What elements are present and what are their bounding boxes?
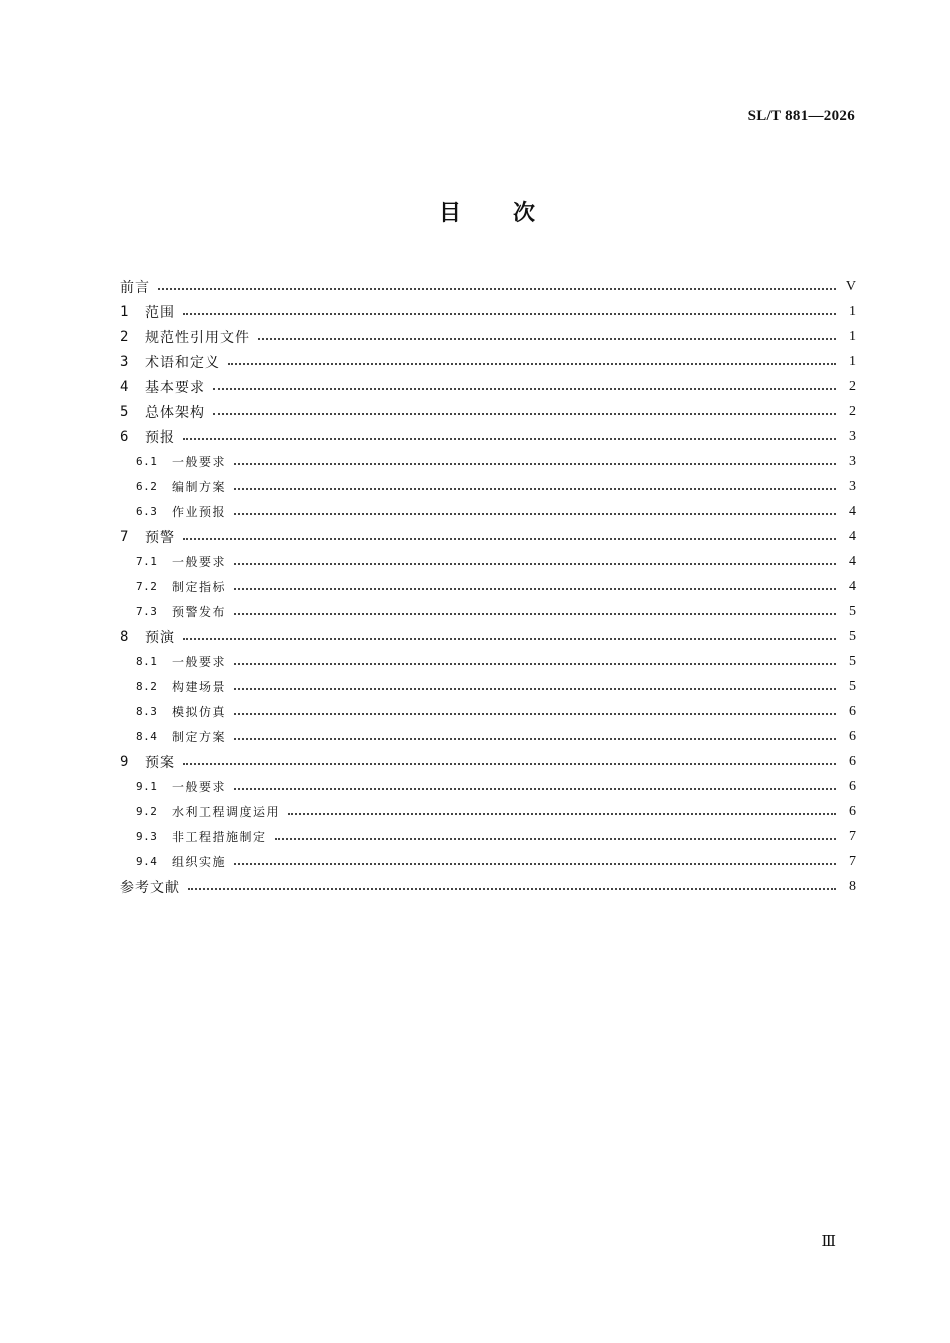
toc-entry-page: 5 [849,653,856,669]
toc-entry-number: 6 [120,428,129,445]
toc-entry-number: 8.4 [136,730,158,743]
toc-entry[interactable] [120,424,856,449]
toc-entry[interactable] [120,374,856,399]
toc-entry-page: 5 [849,678,856,694]
toc-entry-label: 基本要求 [145,379,205,396]
page-title-part2: 次 [513,200,538,226]
toc-entry-number: 1 [120,303,129,320]
toc-entry[interactable] [120,449,856,474]
toc-entry[interactable] [120,574,856,599]
toc-entry[interactable] [120,399,856,424]
toc-entry-label: 非工程措施制定 [172,830,267,844]
toc-entry[interactable] [120,674,856,699]
toc-entry-number: 2 [120,328,129,345]
toc-entry-page: 1 [849,353,856,369]
toc-entry[interactable] [120,549,856,574]
toc-entry-number: 8.3 [136,705,158,718]
toc-entry-label: 预演 [145,629,175,646]
dot-leader [183,437,836,440]
toc-entry-page: 6 [849,728,856,744]
toc-entry[interactable] [120,499,856,524]
toc-entry-label: 预警 [145,529,175,546]
dot-leader [183,762,836,765]
dot-leader [234,662,836,665]
toc-entry-page: 4 [849,578,856,594]
dot-leader [234,787,836,790]
dot-leader [234,587,836,590]
toc-entry[interactable] [120,749,856,774]
toc-entry-label: 制定指标 [172,580,227,594]
toc-entry-page: 4 [849,528,856,544]
dot-leader [258,337,836,340]
dot-leader [275,837,836,840]
toc-entry-label: 预案 [145,754,175,771]
toc-entry-label: 预报 [145,429,175,446]
toc-entry-page: V [845,278,856,294]
toc-entry-page: 4 [849,503,856,519]
toc-entry-label: 预警发布 [172,605,227,619]
toc-entry-label: 组织实施 [172,855,227,869]
toc-entry-label: 一般要求 [172,455,227,469]
footer-page-number: Ⅲ [821,1234,836,1250]
toc-entry-number: 6.1 [136,455,158,468]
toc-entry-page: 1 [849,303,856,319]
toc-entry[interactable] [120,824,856,849]
toc-entry-number: 7 [120,528,129,545]
dot-leader [213,412,836,415]
toc-entry-number: 9.4 [136,855,158,868]
toc-entry-number: 6.2 [136,480,158,493]
dot-leader [188,887,836,890]
toc-entry-page: 7 [849,828,856,844]
toc-entry-number: 3 [120,353,129,370]
toc-entry-page: 4 [849,553,856,569]
toc-entry-number: 8 [120,628,129,645]
dot-leader [183,312,836,315]
dot-leader [234,862,836,865]
toc-entry-page: 6 [849,778,856,794]
toc-entry[interactable] [120,274,856,299]
dot-leader [234,737,836,740]
toc-entry-number: 5 [120,403,129,420]
dot-leader [228,362,836,365]
toc-entry-label: 制定方案 [172,730,227,744]
toc-entry-page: 3 [849,478,856,494]
toc-entry-label: 编制方案 [172,480,227,494]
toc-entry[interactable] [120,349,856,374]
toc-entry-label: 规范性引用文件 [145,329,250,346]
toc-entry[interactable] [120,849,856,874]
toc-entry-number: 8.1 [136,655,158,668]
toc-entry-label: 构建场景 [172,680,227,694]
toc-entry-page: 3 [849,428,856,444]
dot-leader [234,462,836,465]
toc-entry-number: 7.2 [136,580,158,593]
toc-entry-page: 5 [849,628,856,644]
toc-entry-label: 前言 [120,279,150,296]
toc-entry-label: 作业预报 [172,505,227,519]
toc-entry[interactable] [120,649,856,674]
dot-leader [213,387,836,390]
toc-entry[interactable] [120,699,856,724]
toc-entry-number: 9.3 [136,830,158,843]
toc-entry[interactable] [120,724,856,749]
dot-leader [234,562,836,565]
toc-entry-label: 范围 [145,304,175,321]
toc-entry-number: 7.3 [136,605,158,618]
dot-leader [234,512,836,515]
toc-entry-label: 一般要求 [172,555,227,569]
toc-entry-page: 7 [849,853,856,869]
dot-leader [234,487,836,490]
toc-entry[interactable] [120,874,856,899]
toc-entry-label: 模拟仿真 [172,705,227,719]
toc-entry-page: 8 [849,878,856,894]
dot-leader [158,287,836,290]
page-title-part1: 目 [438,200,463,226]
toc-entry-number: 9 [120,753,129,770]
toc-entry-number: 9.1 [136,780,158,793]
page-title [0,196,950,227]
toc-entry[interactable] [120,474,856,499]
toc-entry-page: 5 [849,603,856,619]
toc-entry-label: 总体架构 [145,404,205,421]
toc-entry-page: 2 [849,403,856,419]
table-of-contents [120,274,856,899]
toc-entry-number: 6.3 [136,505,158,518]
toc-entry-label: 术语和定义 [145,354,220,371]
toc-entry[interactable] [120,774,856,799]
toc-entry-page: 2 [849,378,856,394]
toc-entry-number: 8.2 [136,680,158,693]
toc-entry-number: 7.1 [136,555,158,568]
dot-leader [288,812,836,815]
toc-entry[interactable] [120,324,856,349]
dot-leader [234,612,836,615]
toc-entry-page: 6 [849,753,856,769]
dot-leader [234,712,836,715]
toc-entry-page: 3 [849,453,856,469]
toc-entry-number: 9.2 [136,805,158,818]
toc-entry[interactable] [120,624,856,649]
dot-leader [183,537,836,540]
toc-entry-page: 6 [849,703,856,719]
dot-leader [234,687,836,690]
toc-entry[interactable] [120,299,856,324]
toc-entry[interactable] [120,799,856,824]
dot-leader [183,637,836,640]
toc-entry-label: 一般要求 [172,655,227,669]
toc-entry[interactable] [120,599,856,624]
standard-code: SL/T 881—2026 [747,108,855,124]
toc-entry-label: 水利工程调度运用 [172,805,281,819]
toc-entry-label: 一般要求 [172,780,227,794]
toc-entry-page: 1 [849,328,856,344]
toc-entry-label: 参考文献 [120,879,180,896]
toc-entry[interactable] [120,524,856,549]
toc-entry-page: 6 [849,803,856,819]
toc-entry-number: 4 [120,378,129,395]
